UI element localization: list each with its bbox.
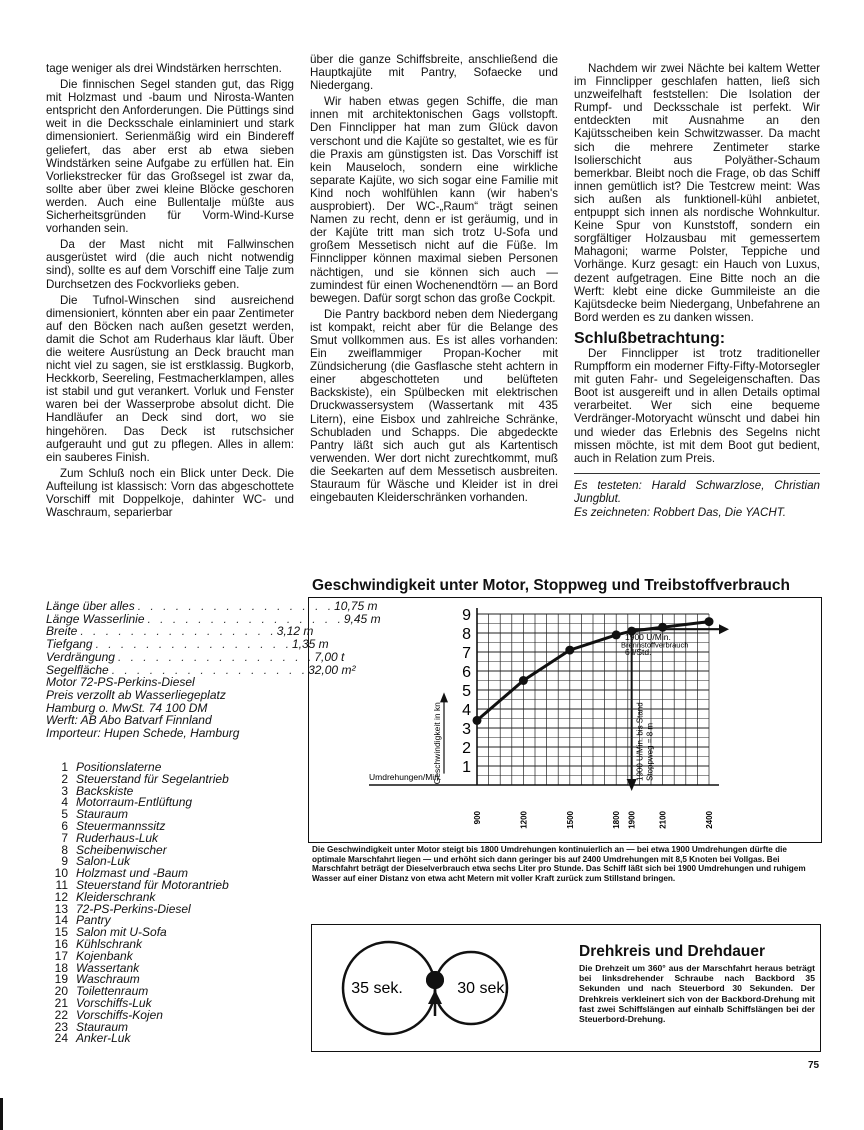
legend-number: 14 [54, 913, 68, 928]
turning-diagram [311, 924, 571, 1050]
y-tick-label: 8 [462, 626, 471, 643]
chart-caption: Die Geschwindigkeit unter Motor steigt bis 1800 Umdrehungen kontinuierlich an — bei etwa 1900 Umdrehungen dürfte die optimale Marschfahrt liegen — und erhöht sich dann geringer bis auf 2400 Umdrehungen mit 8,5 Knoten bei Vollgas. Bei Marschfahrt beträgt der Dieselverbrauch etwa sechs Liter pro Stunde. Das Schiff läßt sich bei 1900 Umdrehungen und ruhigem Wasser auf einer Distanz von etwa acht Metern mit voller Kraft zurück zum Stillstand bringen. [312, 845, 806, 883]
x-tick-label: 2100 [658, 811, 668, 829]
margin-mark [0, 1098, 3, 1130]
legend-label: Backskiste [76, 783, 134, 798]
legend-label: 72-PS-Perkins-Diesel [76, 901, 191, 916]
arrow-up-icon [428, 990, 442, 1004]
legend-number: 16 [54, 936, 68, 951]
legend-number: 22 [54, 1007, 68, 1022]
spec-row [46, 637, 329, 652]
legend-item [46, 1033, 306, 1045]
page-number: 75 [808, 1060, 820, 1071]
legend-number: 17 [54, 948, 68, 963]
legend-number: 5 [61, 807, 68, 822]
legend-label: Kojenbank [76, 948, 133, 963]
paragraph: Die Tufnol-Winschen sind ausreichend dimensioniert, könnten aber ein paar Zentimeter auf den Böcken nach außen gesetzt werden, damit die Schot am Ruderhaus klar läuft. Über die weitere Ausrüstung an Deck braucht man nicht viel zu sagen, sie ist erstklassig. Bugkorb, Heckkorb, Seereling, Festmacherklampen, alles ist stabil und gut verankert. Vorluk und Fenster waren bei der Wasserprobe absolut dicht. Die Handläufer an Deck sind dort, wo sie hingehören. Das Deck ist rutschsicher aufgerauht und gut zu pflegen. Alles in allem: ein sauberes Finish. [46, 293, 294, 464]
paragraph: über die ganze Schiffsbreite, anschließend die Hauptkajüte mit Pantry, Sofaecke und Niedergang. [310, 53, 558, 93]
legend-number: 1 [61, 760, 68, 774]
legend-label: Stauraum [76, 807, 129, 822]
dot-leader: . . . . . . . . . . . . . . . . [117, 649, 315, 664]
legend-number: 6 [61, 818, 68, 833]
legend-label: Steuermannssitz [76, 818, 166, 833]
y-tick-label: 2 [462, 740, 471, 757]
legend-number: 11 [55, 877, 68, 892]
legend-label: Toilettenraum [76, 984, 149, 999]
spec-note: Preis verzollt ab Wasserliegeplatz [46, 687, 226, 702]
legend-number: 23 [54, 1019, 68, 1034]
y-tick-label: 1 [462, 759, 471, 776]
turn-label-starboard: 30 sek. [457, 980, 509, 997]
legend-label: Salon-Luk [76, 854, 131, 869]
specs-table [46, 599, 381, 741]
legend-label: Positionslaterne [76, 760, 162, 774]
spec-label: Tiefgang [46, 637, 93, 652]
credits [574, 473, 820, 519]
legend-number: 18 [54, 960, 68, 975]
spec-value: 1,35 m [291, 637, 329, 652]
y-tick-label: 4 [462, 702, 471, 719]
credits-tested: Es testeten: Harald Schwarzlose, Christian Jungblut. [574, 478, 820, 505]
arrow-right-icon [719, 624, 729, 634]
paragraph: tage weniger als drei Windstärken herrschten. [46, 62, 282, 75]
y-axis-label: Geschwindigkeit in kn [432, 702, 442, 785]
legend-label: Ruderhaus-Luk [76, 830, 159, 845]
paragraph: Zum Schluß noch ein Blick unter Deck. Die Aufteilung ist klassisch: Vorn das abgeschottete Vorschiff mit Doppelkoje, dahinter WC- und Waschraum, separierbar [46, 466, 294, 520]
paragraph: Der Finnclipper ist trotz traditioneller Rumpfform ein moderner Fifty-Fifty-Motorsegler mit guten Fahr- und Segeleigenschaften. Das Boot ist ausgereift und in allen Details optimal verarbeitet. Wer sich eine bequeme Verdränger-Motoryacht wünscht und dabei hin und wieder das Erlebnis des Segelns nicht missen möchte, ist mit dem Boot gut bedient, auch in Relation zum Preis. [574, 346, 820, 465]
deckplan-legend [46, 762, 306, 1045]
y-tick-label: 6 [462, 664, 471, 681]
article-column-1 [46, 62, 294, 522]
legend-label: Wassertank [76, 960, 140, 975]
legend-label: Vorschiffs-Luk [76, 995, 152, 1010]
x-tick-label: 1900 [627, 811, 637, 829]
paragraph: Die Pantry backbord neben dem Niedergang ist kompakt, reicht aber für die Belange des Smut vollkommen aus. Es ist alles vorhanden: Ein zweiflammiger Propan-Kocher mit Zündsicherung (die Gasflasche steht achtern in einer abgeschotteten und belüfteten Backskiste), ein Spülbecken mit elektrischen Druckwassersystem (Wassertank mit 435 Litern), eine Eisbox und zahlreiche Schränke, Schubladen und Schapps. Die abgedeckte Pantry läßt sich auch gut als Kartentisch verwenden. Wer dort nicht zurechtkommt, muß die Seekarten auf dem Messetisch ausbreiten. Stauraum für Wäsche und Kleider ist in drei eingebauten Kleiderschränken vorhanden. [310, 307, 558, 505]
credits-drawn: Es zeichneten: Robbert Das, Die YACHT. [574, 506, 787, 519]
legend-number: 13 [54, 901, 68, 916]
chart-title: Geschwindigkeit unter Motor, Stoppweg und Treibstoffverbrauch [312, 577, 790, 594]
legend-label: Salon mit U-Sofa [76, 925, 167, 940]
fuel-annotation-value: 6 l/Std. [625, 647, 652, 657]
dot-leader: . . . . . . . . . . . . . . . . [137, 599, 335, 613]
turning-text: Die Drehzeit um 360° aus der Marschfahrt heraus beträgt bei linksdrehender Schraube nach Backbord 35 Sekunden und nach Steuerbord 30 Sekunden. Der Drehkreis verkleinert sich von der Backbord-Drehung mit fast zwei Schiffslängen auf einhalb Schiffslängen bei der Steuerbord-Drehung. [579, 963, 815, 1025]
fuel-annotation-rpm: 1900 U/Min. [625, 631, 671, 642]
x-tick-label: 1500 [565, 811, 575, 829]
spec-label: Breite [46, 624, 78, 639]
stop-annotation-line2: Stoppweg = 8 m [645, 722, 655, 781]
x-tick-label: 1800 [612, 811, 622, 829]
x-axis-label: Umdrehungen/Min. [369, 772, 442, 782]
legend-label: Anker-Luk [76, 1031, 131, 1046]
data-point [519, 676, 528, 685]
spec-value: 7,00 t [314, 649, 345, 664]
legend-number: 2 [61, 771, 68, 786]
spec-label: Länge Wasserlinie [46, 611, 145, 626]
turning-title: Drehkreis und Drehdauer [579, 943, 766, 960]
legend-label: Scheibenwischer [76, 842, 167, 857]
legend-label: Motorraum-Entlüftung [76, 795, 193, 810]
legend-number: 10 [54, 866, 68, 881]
data-point [612, 630, 621, 639]
dot-leader: . . . . . . . . . . . . . . . . [147, 611, 344, 626]
turn-label-port: 35 sek. [351, 980, 403, 997]
chart-frame [308, 597, 822, 843]
fuel-annotation-label: Brennstoffverbrauch [621, 640, 689, 650]
data-point [705, 617, 714, 626]
legend-number: 8 [61, 842, 68, 857]
data-point [658, 623, 667, 632]
spec-note: Motor 72-PS-Perkins-Diesel [46, 675, 195, 690]
article-column-3 [574, 62, 820, 520]
paragraph: Da der Mast nicht mit Fallwinschen ausgerüstet wird (die auch nicht notwendig sind), sollte es auf dem Vorschiff eine Talje zum Durchsetzen des Fockvorlieks geben. [46, 238, 294, 291]
legend-label: Vorschiffs-Kojen [76, 1007, 163, 1022]
x-tick-label: 1200 [519, 811, 529, 829]
data-point [565, 646, 574, 655]
legend-number: 9 [61, 854, 68, 869]
spec-value: 32,00 m² [308, 662, 356, 677]
legend-number: 15 [54, 925, 68, 940]
legend-number: 12 [54, 889, 68, 904]
conclusion-heading: Schlußbetrachtung: [574, 329, 726, 347]
legend-label: Waschraum [76, 972, 140, 987]
legend-label: Holzmast und -Baum [76, 866, 189, 881]
y-tick-label: 3 [462, 721, 471, 738]
x-tick-label: 900 [473, 811, 482, 825]
y-tick-label: 5 [462, 683, 471, 700]
arrow-up-icon [440, 692, 448, 702]
legend-number: 19 [54, 972, 68, 987]
spec-label: Verdrängung [46, 649, 115, 664]
spec-note: Importeur: Hupen Schede, Hamburg [46, 726, 240, 741]
spec-value: 9,45 m [343, 611, 381, 626]
spec-note: Hamburg o. MwSt. 74 100 DM [46, 700, 208, 715]
legend-label: Steuerstand für Motorantrieb [76, 877, 229, 892]
spec-value: 10,75 m [334, 599, 378, 613]
legend-number: 4 [61, 795, 68, 810]
spec-note: Werft: AB Abo Batvarf Finnland [46, 713, 212, 728]
speed-chart [309, 598, 821, 842]
legend-label: Kleiderschrank [76, 889, 156, 904]
spec-row [46, 599, 378, 613]
legend-number: 24 [54, 1031, 68, 1046]
dot-leader: . . . . . . . . . . . . . . . . [95, 637, 292, 652]
stop-annotation-line1: 1900 U/Min. bis Stand [635, 702, 645, 781]
legend-number: 7 [61, 830, 68, 845]
paragraph: Nachdem wir zwei Nächte bei kaltem Wetter im Finnclipper geschlafen hatten, ließ sich unzweifelhaft feststellen: Die Isolation der Rumpf- und Decksschale ist perfekt. Wir entdeckten mit Ausnahme an den Kajütsscheiben kein Schwitzwasser. Da macht sich die mehrere Zentimeter starke Isolierschicht aus Polyäther-Schaum bemerkbar. Bleibt noch die Frage, ob das Schiff innen gemütlich ist? Die Testcrew meint: Was sich außen als funktionell-kühl anbietet, entpuppt sich innen als nordische Wohnkultur. Keine Spur von Kunststoff, sondern ein sorgfältiger Holzausbau mit gemessertem Mahagoni; warme Polster, Teppiche und Vorhänge. Kurz gesagt: ein Hauch von Luxus, dezent aufgetragen. Eine Bitte noch an die Werft: klebt eine dicke Gummileiste an die Kajütsdecke beim Niedergang, Unbefahrene an Bord werden es zu danken wissen. [574, 62, 820, 324]
x-tick-label: 2400 [705, 811, 714, 829]
y-tick-label: 9 [462, 607, 471, 624]
legend-label: Steuerstand für Segelantrieb [76, 771, 229, 786]
spec-label: Länge über alles [46, 599, 135, 613]
dot-leader: . . . . . . . . . . . . . . . . [80, 624, 277, 639]
paragraph: Die finnischen Segel standen gut, das Rigg mit Holzmast und -baum und Nirosta-Wanten entspricht den Anforderungen. Die Püttings sind weit in die Decksschale einlaminiert und stark dimensioniert. Serienmäßig wird ein Bindereff geliefert, das aber erst ab etwa sieben Windstärken seine Aufgabe zu erfüllen hat. Ein Vorliekstrecker für das Großsegel ist zwar da, sollte aber über zwei kleine Blöcke geschoren werden. Auch eine Bullentalje müßte aus Sicherheitsgründen für Vorm-Wind-Kurse vorhanden sein. [46, 78, 294, 236]
legend-number: 20 [54, 984, 68, 999]
spec-row [46, 649, 345, 664]
legend-label: Pantry [76, 913, 111, 928]
dot-leader: . . . . . . . . . . . . . . . . [111, 662, 309, 677]
article-column-2 [310, 53, 558, 507]
legend-number: 21 [54, 995, 68, 1010]
spec-value: 3,12 m [276, 624, 314, 639]
legend-label: Stauraum [76, 1019, 129, 1034]
legend-label: Kühlschrank [76, 936, 143, 951]
legend-number: 3 [61, 783, 68, 798]
data-point [473, 716, 482, 725]
paragraph: Wir haben etwas gegen Schiffe, die man innen mit architektonischen Gags vollstopft. Den Finnclipper hat man zum Glück davon verschont und die Kajüte so gestaltet, wie es für die Praxis am günstigsten ist. Das Vorschiff ist kein Mauseloch, sondern eine wirkliche separate Kajüte, wo sich sogar eine Familie mit Kind noch wohlfühlen kann (wir haben's ausprobiert). Der WC-„Raum“ trägt seinen Namen zu recht, denn er ist geräumig, und in der Kajüte tritt man sich trotz U-Sofa und großem Messetisch nicht auf die Füße. Im Finnclipper können maximal sieben Personen nächtigen, und sie können sich auch — zumindest für einen Wochenendtörn — an Bord bewegen. Dafür sorgt schon das große Cockpit. [310, 95, 558, 305]
y-tick-label: 7 [462, 645, 471, 662]
spec-label: Segelfläche [46, 662, 109, 677]
turn-boat-starboard [426, 971, 444, 989]
